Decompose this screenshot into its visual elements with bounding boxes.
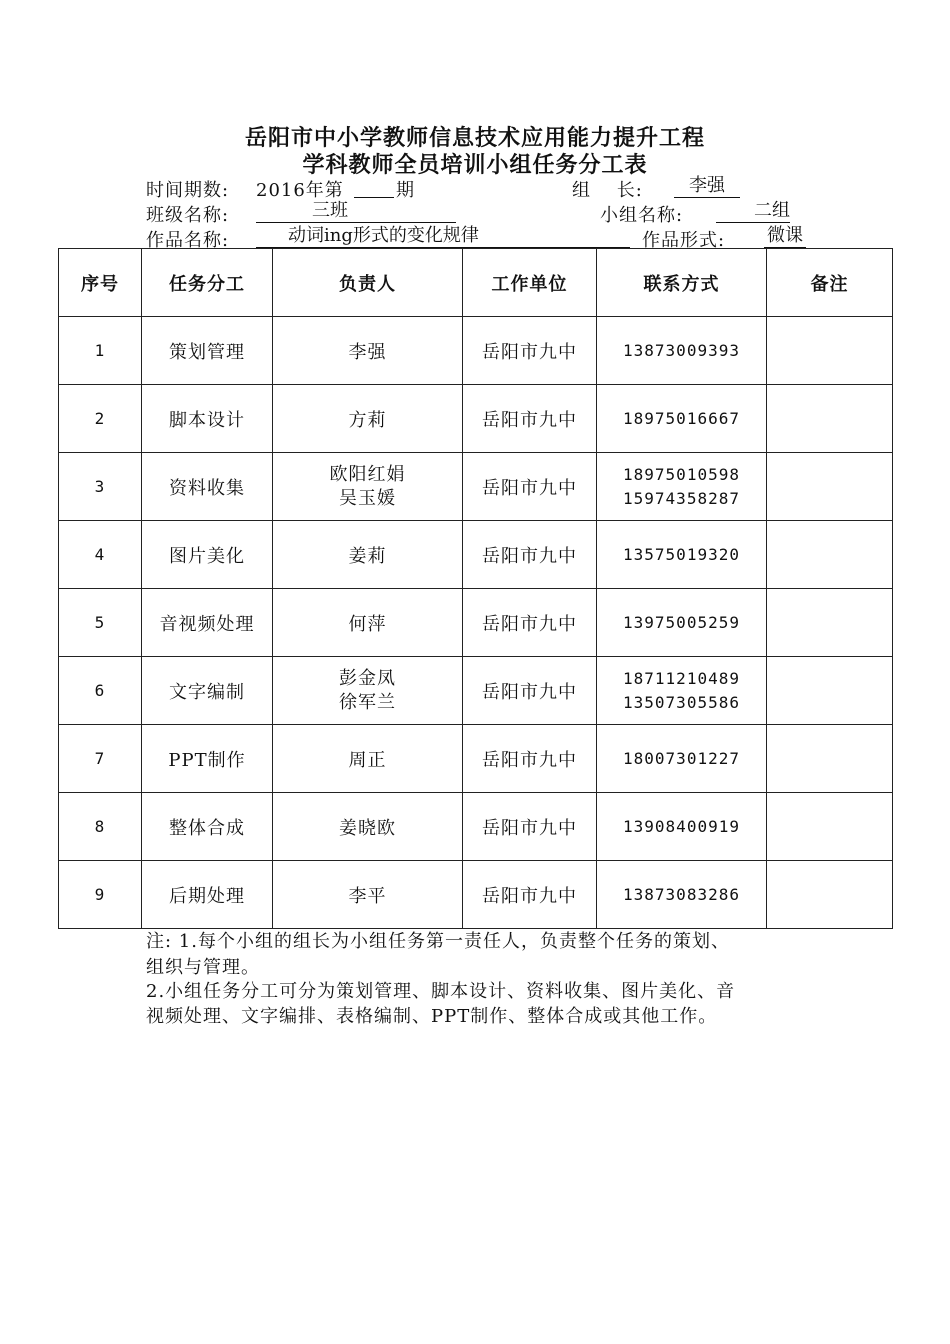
cell-note [767,793,893,861]
person-name: 徐军兰 [339,691,396,713]
table-row [59,385,893,453]
cell-phone: 18007301227 [597,725,767,793]
cell-no: 9 [59,861,142,929]
cell-person: 李平 [273,861,463,929]
cell-unit: 岳阳市九中 [463,589,597,657]
cell-person: 李强 [273,317,463,385]
period-suffix: 期 [396,180,415,201]
cell-task: 音视频处理 [142,589,273,657]
cell-note [767,657,893,725]
period-year: 2016年第 [256,180,344,201]
cell-phone: 13873009393 [597,317,767,385]
work-name-value: 动词ing形式的变化规律 [256,225,630,248]
cell-task: 图片美化 [142,521,273,589]
cell-task: 整体合成 [142,793,273,861]
cell-note [767,521,893,589]
phone-number: 18711210489 [623,668,740,688]
cell-phone: 13873083286 [597,861,767,929]
table-row [59,725,893,793]
cell-note [767,317,893,385]
cell-unit: 岳阳市九中 [463,385,597,453]
cell-task: 资料收集 [142,453,273,521]
header-unit: 工作单位 [463,249,597,317]
cell-note [767,725,893,793]
table-row [59,589,893,657]
cell-no: 6 [59,657,142,725]
period-label: 时间期数: [146,180,230,201]
cell-unit: 岳阳市九中 [463,657,597,725]
cell-person: 方莉 [273,385,463,453]
work-form-value: 微课 [764,225,806,248]
work-form-label: 作品形式: [642,230,726,251]
group-label: 小组名称: [600,205,684,226]
cell-unit: 岳阳市九中 [463,793,597,861]
cell-task: 脚本设计 [142,385,273,453]
cell-phone [597,453,767,521]
note-line-1: 注: 1.每个小组的组长为小组任务第一责任人，负责整个任务的策划、 [146,931,730,952]
leader-value: 李强 [674,175,740,198]
person-name: 彭金凤 [339,667,396,689]
cell-no: 7 [59,725,142,793]
header-task: 任务分工 [142,249,273,317]
cell-no: 4 [59,521,142,589]
phone-number: 13507305586 [623,692,740,712]
cell-task: 策划管理 [142,317,273,385]
table-row [59,793,893,861]
cell-person: 何萍 [273,589,463,657]
note-line-4: 视频处理、文字编排、表格编制、PPT制作、整体合成或其他工作。 [146,1006,718,1027]
cell-note [767,385,893,453]
person-name: 欧阳红娟 [329,463,406,485]
cell-person: 周正 [273,725,463,793]
table-row [59,657,893,725]
table-row [59,453,893,521]
header-no: 序号 [59,249,142,317]
table-row [59,861,893,929]
cell-unit: 岳阳市九中 [463,453,597,521]
header-contact: 联系方式 [597,249,767,317]
cell-note [767,861,893,929]
cell-no: 5 [59,589,142,657]
table-row [59,521,893,589]
cell-unit: 岳阳市九中 [463,861,597,929]
cell-task: 文字编制 [142,657,273,725]
work-name-label: 作品名称: [146,230,230,251]
cell-no: 2 [59,385,142,453]
cell-phone: 13908400919 [597,793,767,861]
cell-unit: 岳阳市九中 [463,317,597,385]
phone-number: 18975010598 [623,464,740,484]
document-subtitle: 学科教师全员培训小组任务分工表 [302,152,648,178]
leader-label: 组 长: [572,180,643,201]
cell-person: 姜莉 [273,521,463,589]
class-value: 三班 [256,200,456,223]
cell-unit: 岳阳市九中 [463,521,597,589]
cell-phone: 13575019320 [597,521,767,589]
note-line-2: 组织与管理。 [146,957,260,978]
period-blank [354,175,394,198]
cell-unit: 岳阳市九中 [463,725,597,793]
table-row [59,317,893,385]
cell-person [273,453,463,521]
cell-no: 3 [59,453,142,521]
cell-phone [597,657,767,725]
header-note: 备注 [767,249,893,317]
cell-phone: 13975005259 [597,589,767,657]
cell-phone: 18975016667 [597,385,767,453]
table-header-row [59,249,893,317]
phone-number: 15974358287 [623,488,740,508]
document-title: 岳阳市中小学教师信息技术应用能力提升工程 [244,125,705,151]
cell-note [767,589,893,657]
group-value: 二组 [716,200,790,223]
cell-task: PPT制作 [142,725,273,793]
cell-no: 8 [59,793,142,861]
cell-note [767,453,893,521]
note-line-3: 2.小组任务分工可分为策划管理、脚本设计、资料收集、图片美化、音 [146,981,736,1002]
class-label: 班级名称: [146,205,230,226]
header-person: 负责人 [273,249,463,317]
cell-task: 后期处理 [142,861,273,929]
person-name: 吴玉媛 [339,487,396,509]
cell-person: 姜晓欧 [273,793,463,861]
task-table [58,248,893,929]
cell-no: 1 [59,317,142,385]
cell-person [273,657,463,725]
